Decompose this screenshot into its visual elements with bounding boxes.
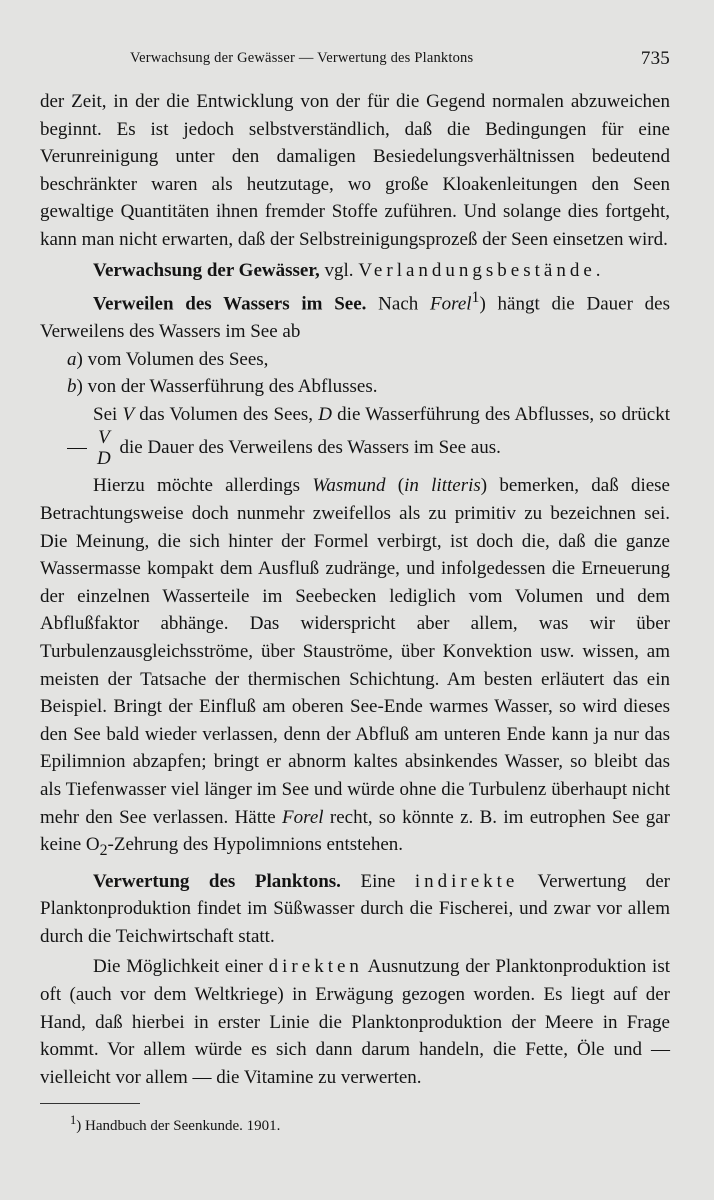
paragraph-continuation: der Zeit, in der die Entwicklung von der für die Gegend normalen abzuweichen beginnt. Es ist jedoch selbstverständlich, daß die Bedingungen für eine Verunreinigung unter den damaligen Besiedelungsverhältnissen bedeutend beschränkter waren als heutzutage, wo große Kloakenleitungen den Seen gewaltige Quantitäten ihnen fremder Stoffe zuführen. Und solange dies fortgeht, kann man nicht erwarten, daß der Selbstreinigungsprozeß der Seen einsetzen wird. — [40, 91, 670, 250]
text-body — [40, 88, 670, 1136]
running-header — [130, 50, 670, 67]
author-name: Wasmund — [312, 475, 386, 497]
paragraph-formula: Sei V das Volumen des Sees, D die Wasserführung des Abflusses, so drückt $\frac{V}{D}$ die Dauer des Verweilens des Wassers im See aus. — [40, 401, 670, 470]
entry-heading: Verwachsung der Gewässer, — [93, 259, 320, 281]
cross-reference: Verlandungsbestände. — [358, 259, 605, 281]
page-number: 735 — [640, 48, 670, 69]
entry-heading: Verweilen des Wassers im See. — [93, 293, 367, 315]
list-item-b: b) von der Wasserführung des Abflusses. — [67, 376, 378, 398]
formula-fraction — [44, 428, 111, 469]
entry-verwachsung: Verwachsung der Gewässer, vgl. Verlandungsbestände. — [93, 259, 605, 281]
footnote: $^1$) Handbuch der Seenkunde. 1901. — [70, 1113, 281, 1135]
footnote-marker: 1 — [70, 1113, 77, 1128]
footnote-ref: 1 — [471, 289, 480, 307]
running-title: Verwachsung der Gewässer — Verwertung des Planktons — [130, 50, 474, 66]
author-name: Forel — [282, 806, 324, 828]
author-name: Forel — [430, 293, 472, 315]
spaced-emphasis: indirekte — [414, 870, 519, 892]
spaced-emphasis: direkten — [268, 956, 363, 978]
fraction-numerator: V — [98, 427, 110, 449]
list-item-a: a) vom Volumen des Sees, — [67, 348, 269, 370]
fraction-denominator: D — [97, 448, 111, 470]
paragraph-direkt: Die Möglichkeit einer direkten Ausnutzung der Planktonproduktion ist oft (auch vor dem Weltkriege) in Erwägung gezogen worden. Es liegt auf der Hand, daß hierbei in erster Linie die Planktonproduktion der Meere in Frage kommt. Vor allem würde es sich dann darum handeln, die Fette, Öle und — vielleicht vor allem — die Vitamine zu verwerten. — [40, 956, 671, 1088]
entry-verweilen: Verweilen des Wassers im See. Nach Forel$^1$) hängt die Dauer des Verweilens des Wassers im See ab — [40, 289, 670, 343]
entry-verwertung: Verwertung des Planktons. Eine indirekte Verwertung der Planktonproduktion findet im Süßwasser durch die Fischerei, und zwar vor allem durch die Teichwirtschaft statt. — [40, 870, 670, 947]
paragraph-wasmund: Hierzu möchte allerdings Wasmund (in litteris) bemerken, daß diese Betrachtungsweise doch nunmehr zweifellos als zu primitiv zu bezeichnen sei. Die Meinung, die sich hinter der Formel verbirgt, ist doch die, daß die ganze Wassermasse kompakt dem Ausfluß zudränge, und infolgedessen die Erneuerung der einzelnen Wasserteile im Seebecken lediglich vom Volumen und dem Abflußfaktor abhänge. Das widerspricht aber allem, was wir über Turbulenzausgleichsströme, über Stauströme, über Konvektion usw. wissen, am meisten der Tatsache der thermischen Schichtung. Am besten erläutert das ein Beispiel. Bringt der Einfluß am oberen See-Ende warmes Wasser, so wird dieses den See bald wieder verlassen, denn der Abfluß am unteren Ende kann ja nur das Epilimnion abzapfen; bringt er abnorm kaltes absinkendes Wasser, so bleibt das als Tiefenwasser viel länger im See und würde ohne die Turbulenz überhaupt nicht mehr den See verlassen. Hätte Forel recht, so könnte z. B. im eutrophen See gar keine $O_2$-Zehrung des Hypolimnions entstehen. — [40, 475, 670, 859]
entry-heading: Verwertung des Planktons. — [93, 870, 341, 892]
footnote-rule — [40, 1103, 140, 1104]
